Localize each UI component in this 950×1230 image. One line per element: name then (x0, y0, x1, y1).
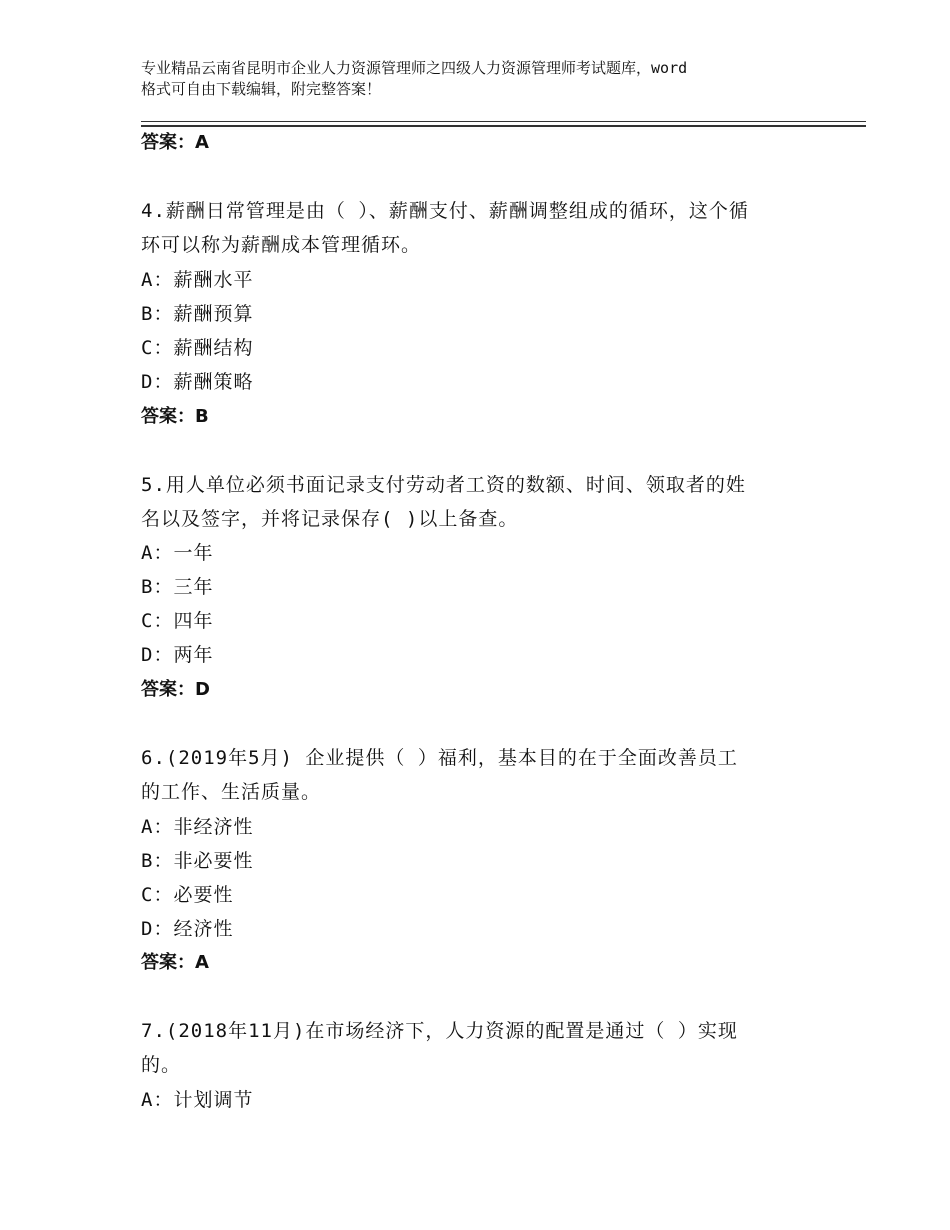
question-4 (141, 194, 811, 262)
question-6-option-c: C：必要性 (141, 884, 234, 906)
question-5 (141, 468, 811, 536)
question-5-line-2: 名以及签字，并将记录保存( )以上备查。 (141, 508, 519, 530)
question-4-option-a: A：薪酬水平 (141, 269, 254, 291)
header-rule-thick (141, 125, 866, 127)
question-6-answer: 答案：A (141, 952, 209, 973)
question-6-option-a: A：非经济性 (141, 816, 254, 838)
question-6-line-2: 的工作、生活质量。 (141, 781, 322, 803)
header-rule-thin (141, 121, 866, 122)
question-5-line-1: 5.用人单位必须书面记录支付劳动者工资的数额、时间、领取者的姓 (141, 474, 746, 496)
question-6 (141, 741, 811, 809)
question-6-option-d: D：经济性 (141, 918, 234, 940)
question-5-option-d: D：两年 (141, 644, 214, 666)
question-4-line-2: 环可以称为薪酬成本管理循环。 (141, 234, 422, 256)
question-4-answer: 答案：B (141, 406, 209, 427)
answer-prev: 答案：A (141, 132, 209, 153)
question-7-line-1: 7.(2018年11月)在市场经济下，人力资源的配置是通过（ ）实现 (141, 1020, 738, 1042)
document-header (141, 58, 841, 100)
header-line-1: 专业精品云南省昆明市企业人力资源管理师之四级人力资源管理师考试题库，word (141, 59, 688, 77)
question-7 (141, 1014, 811, 1082)
question-5-option-a: A：一年 (141, 542, 214, 564)
question-6-option-b: B：非必要性 (141, 850, 254, 872)
header-line-2: 格式可自由下载编辑，附完整答案！ (141, 80, 382, 98)
question-7-line-2: 的。 (141, 1054, 182, 1076)
question-4-line-1: 4.薪酬日常管理是由（ ）、薪酬支付、薪酬调整组成的循环，这个循 (141, 200, 749, 222)
question-6-line-1: 6.(2019年5月) 企业提供（ ）福利，基本目的在于全面改善员工 (141, 747, 738, 769)
question-5-option-b: B：三年 (141, 576, 214, 598)
question-5-option-c: C：四年 (141, 610, 214, 632)
question-7-option-a: A：计划调节 (141, 1089, 254, 1111)
question-4-option-b: B：薪酬预算 (141, 303, 254, 325)
question-4-option-c: C：薪酬结构 (141, 337, 254, 359)
question-5-answer: 答案：D (141, 679, 210, 700)
question-4-option-d: D：薪酬策略 (141, 371, 254, 393)
